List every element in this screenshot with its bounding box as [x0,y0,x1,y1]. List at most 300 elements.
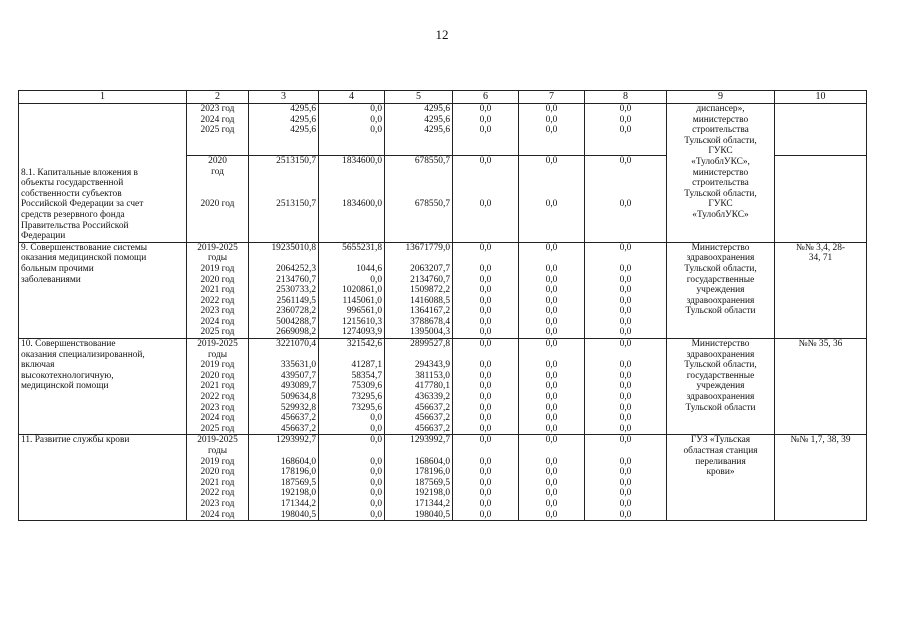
cell-line: 4295,6 [290,125,316,136]
cell-line: 0,0 [545,509,558,520]
cell-line [251,167,316,178]
cell-line: 2019-2025 [197,242,238,253]
cell-line: 0,0 [479,402,492,413]
cell-line: 0,0 [545,125,558,136]
cell-line: 0,0 [619,295,632,306]
table-cell-c9 [667,339,775,435]
cell-line: 2064252,3 [276,263,316,274]
page-number: 12 [435,27,449,42]
table-cell-c5 [385,339,453,435]
cell-line: строительства [692,178,749,189]
table-cell-c8 [585,156,667,242]
cell-line: строительства [692,125,749,136]
cell-line: 0,0 [619,467,632,478]
cell-line: 0,0 [479,488,492,499]
cell-line [455,188,516,199]
table-cell-c10 [775,339,867,435]
cell-line: 0,0 [619,242,632,253]
table-cell-c7 [519,104,585,156]
cell-line: собственности субъектов [21,188,122,199]
cell-line: 0,0 [619,498,632,509]
cell-line: 0,0 [545,104,558,114]
table-cell-c7 [519,339,585,435]
cell-line: 0,0 [479,316,492,327]
cell-line: 0,0 [479,360,492,371]
cell-line: 0,0 [545,413,558,424]
cell-line: 0,0 [619,327,632,338]
header-cell: 5 [385,91,453,104]
cell-line: 2530733,2 [276,285,316,296]
cell-line: 0,0 [479,435,492,446]
table-cell-c1 [19,435,187,521]
cell-line: 2561149,5 [276,295,316,306]
cell-line [587,167,664,178]
cell-line: здравоохранения [686,295,755,306]
cell-line: 0,0 [479,370,492,381]
cell-line: 1145061,0 [342,295,382,306]
table-cell-c2 [187,104,249,156]
cell-line: Федерации [21,231,66,242]
cell-line: 198040,5 [280,509,316,520]
cell-line: 0,0 [479,392,492,403]
cell-line [587,178,664,189]
cell-line: 0,0 [370,104,382,114]
cell-line: Тульской области [685,402,756,413]
cell-line [387,167,450,178]
cell-line: 1274093,9 [342,327,382,338]
cell-line: 0,0 [479,285,492,296]
cell-line: 0,0 [479,456,492,467]
cell-line: 2022 год [200,295,235,306]
cell-line [321,167,382,178]
cell-line: 0,0 [479,104,492,114]
cell-line [321,178,382,189]
cell-line: ГУКС [708,199,733,210]
cell-line: 0,0 [619,198,632,209]
cell-line: 456637,2 [280,423,316,434]
cell-line: 0,0 [619,263,632,274]
cell-line [521,350,582,361]
cell-line: 0,0 [545,370,558,381]
cell-line: 0,0 [545,263,558,274]
table-row [19,242,867,338]
cell-line: медицинской помощи [21,381,109,392]
cell-line: 0,0 [370,125,382,136]
cell-line: 0,0 [619,104,632,114]
cell-line: объекты государственной [21,178,124,189]
cell-line: 1834600,0 [342,198,382,209]
cell-line [587,446,664,457]
cell-line: 0,0 [545,467,558,478]
cell-line: 0,0 [479,306,492,317]
cell-line: министерство [692,114,749,125]
cell-line [251,188,316,199]
cell-line: диспансер», [696,104,745,114]
table-cell-c8 [585,242,667,338]
cell-line: 456637,2 [414,423,450,434]
cell-line: 2021 год [200,381,235,392]
cell-line [251,350,316,361]
cell-line [521,253,582,264]
table-cell-c7 [519,156,585,242]
cell-line: 2024 год [200,316,235,327]
cell-line [521,167,582,178]
table-cell-c9 [667,242,775,338]
cell-line: 0,0 [619,114,632,125]
cell-line: 0,0 [479,263,492,274]
cell-line: 2513150,7 [276,156,316,167]
cell-line: 1293992,7 [276,435,316,446]
cell-line: 0,0 [545,477,558,488]
cell-line: 0,0 [545,285,558,296]
table-cell-c4 [319,339,385,435]
cell-line [587,188,664,199]
cell-line: больным прочими [21,263,94,274]
cell-line: 0,0 [479,413,492,424]
cell-line: 1834600,0 [342,156,382,167]
cell-line: годы [207,446,228,456]
cell-line: 2024 год [200,413,235,424]
table-cell-c8 [585,435,667,521]
table-cell-c10 [775,435,867,521]
cell-line: 0,0 [370,477,382,488]
cell-line: 2020 год [200,274,235,285]
cell-line: здравоохранения [686,349,755,360]
cell-line: 0,0 [479,477,492,488]
cell-line: 0,0 [479,242,492,253]
table-cell-c9 [667,104,775,243]
table-cell-c9 [667,435,775,521]
table-cell-c7 [519,435,585,521]
cell-line: 509634,8 [280,392,316,403]
table-cell-c1 [19,242,187,338]
cell-line: 171344,2 [280,498,316,509]
cell-line [321,253,382,264]
cell-line: 0,0 [619,285,632,296]
cell-line: 2020 год [200,198,235,209]
cell-line: 1044,6 [356,263,382,274]
cell-line: 2022 год [200,392,235,403]
cell-line: «ТулоблУКС», [691,156,750,167]
cell-line: 456637,2 [414,402,450,413]
cell-line: Российской Федерации за счет [21,199,144,210]
cell-line: 0,0 [619,488,632,499]
cell-line: 0,0 [545,456,558,467]
cell-line: 34, 71 [808,253,833,264]
cell-line: 0,0 [619,370,632,381]
cell-line: 294343,9 [414,360,450,371]
table-cell-c5 [385,242,453,338]
cell-line: Тульской области, [684,360,757,371]
cell-line [321,350,382,361]
cell-line: 41287,1 [351,360,382,371]
cell-line: 0,0 [619,274,632,285]
cell-line [387,446,450,457]
cell-line: оказания медицинской помощи [21,253,147,264]
cell-line: 187569,5 [280,477,316,488]
cell-line: 10. Совершенствование [21,339,116,350]
cell-line: 493089,7 [280,381,316,392]
cell-line: 678550,7 [414,156,450,167]
cell-line: 0,0 [545,488,558,499]
table-cell-c6 [453,435,519,521]
cell-line: Тульской области [685,306,756,317]
table-cell-c6 [453,156,519,242]
table-cell-c4 [319,104,385,156]
cell-line: 75309,6 [351,381,382,392]
cell-line: 0,0 [479,381,492,392]
cell-line: 0,0 [479,498,492,509]
cell-line: 73295,6 [351,392,382,403]
cell-line: 171344,2 [414,498,450,509]
cell-line: Министерство [691,339,750,350]
cell-line: заболеваниями [21,274,81,285]
cell-line [251,446,316,457]
cell-line: 1395004,3 [410,327,450,338]
cell-line: 0,0 [479,327,492,338]
cell-line [587,253,664,264]
cell-line: 335631,0 [280,360,316,371]
cell-line [455,350,516,361]
cell-line: 2020 [208,156,227,167]
cell-line: 2023 год [200,104,235,114]
cell-line: 0,0 [479,339,492,350]
cell-line [189,178,246,189]
table-cell-c2 [187,339,249,435]
table-cell-c6 [453,104,519,156]
cell-line [387,188,450,199]
table-cell-c1 [19,339,187,435]
cell-line: 0,0 [545,156,558,167]
table-cell-c2 [187,242,249,338]
cell-line [521,446,582,457]
cell-line: 73295,6 [351,402,382,413]
cell-line: 2023 год [200,306,235,317]
table-cell-c10 [775,156,867,242]
header-cell: 7 [519,91,585,104]
cell-line: 4295,6 [424,104,450,114]
cell-line: 2063207,7 [410,263,450,274]
cell-line [387,350,450,361]
cell-line: 0,0 [545,360,558,371]
cell-line [189,188,246,199]
cell-line: учреждения [696,285,745,296]
cell-line: год [211,167,224,177]
cell-line: 456637,2 [414,413,450,424]
cell-line: 2899527,8 [410,339,450,350]
cell-line [387,178,450,189]
cell-line: 0,0 [619,413,632,424]
header-cell: 3 [249,91,319,104]
cell-line: 168604,0 [280,456,316,467]
cell-line [321,188,382,199]
table-row [19,339,867,435]
cell-line: 0,0 [619,423,632,434]
cell-line: 0,0 [370,456,382,467]
cell-line: 2025 год [200,423,235,434]
cell-line: 198040,5 [414,509,450,520]
cell-line: 0,0 [619,509,632,520]
table-cell-c10 [775,104,867,156]
cell-line: 1364167,2 [410,306,450,317]
cell-line: 19235010,8 [271,242,316,253]
cell-line: 3788678,4 [410,316,450,327]
cell-line: 5655231,8 [342,242,382,253]
table-cell-c3 [249,339,319,435]
table-cell-c3 [249,242,319,338]
cell-line: 0,0 [619,392,632,403]
cell-line: 0,0 [479,295,492,306]
cell-line: 0,0 [619,125,632,136]
table-cell-c2 [187,435,249,521]
cell-line: 2020 год [200,370,235,381]
cell-line: 436339,2 [414,392,450,403]
cell-line: 381153,0 [415,370,450,381]
table-cell-c1 [19,104,187,243]
table-cell-c4 [319,242,385,338]
cell-line: 0,0 [545,274,558,285]
cell-line: 0,0 [545,316,558,327]
table-cell-c4 [319,435,385,521]
header-cell: 1 [19,91,187,104]
cell-line: №№ 35, 36 [798,339,843,350]
cell-line: ГУКС [708,146,733,157]
cell-line: 0,0 [619,156,632,167]
cell-line: учреждения [696,381,745,392]
cell-line: переливания [695,456,746,467]
cell-line [521,188,582,199]
table-cell-c7 [519,242,585,338]
cell-line [251,178,316,189]
table-cell-c3 [249,104,319,156]
cell-line: 178196,0 [280,467,316,478]
cell-line: 0,0 [479,125,492,136]
cell-line: 3221070,4 [276,339,316,350]
table-cell-c6 [453,339,519,435]
table-cell-c5 [385,435,453,521]
cell-line: 2023 год [200,498,235,509]
cell-line: 8.1. Капитальные вложения в [21,167,138,178]
cell-line: 0,0 [545,295,558,306]
table-row [19,435,867,521]
cell-line: оказания специализированной, [21,349,145,360]
cell-line: 0,0 [479,114,492,125]
cell-line [321,446,382,457]
cell-line: 456637,2 [280,413,316,424]
cell-line [455,167,516,178]
cell-line: 0,0 [370,413,382,424]
cell-line: 2019 год [200,456,235,467]
cell-line: 0,0 [479,274,492,285]
cell-line: 2023 год [200,402,235,413]
cell-line: годы [207,349,228,360]
cell-line: 0,0 [370,423,382,434]
header-cell: 8 [585,91,667,104]
cell-line [521,178,582,189]
cell-line: 2669098,2 [276,327,316,338]
cell-line: 0,0 [545,327,558,338]
cell-line: 0,0 [619,477,632,488]
table-cell-c3 [249,435,319,521]
cell-line: 2019-2025 [197,339,238,350]
cell-line: 0,0 [619,306,632,317]
cell-line: 4295,6 [290,114,316,125]
cell-line: 1416088,5 [410,295,450,306]
header-cell: 9 [667,91,775,104]
cell-line: №№ 1,7, 38, 39 [790,435,851,446]
cell-line: 2021 год [200,285,235,296]
cell-line: 0,0 [545,114,558,125]
cell-line: 13671779,0 [405,242,450,253]
cell-line: 0,0 [370,509,382,520]
cell-line: 1293992,7 [410,435,450,446]
cell-line: 0,0 [619,381,632,392]
cell-line: 2021 год [200,477,235,488]
cell-line: Тульской области, [684,135,757,146]
cell-line: государственные [686,274,755,285]
cell-line: Министерство [691,242,750,253]
cell-line: высокотехнологичную, [21,370,114,381]
cell-line: 0,0 [479,198,492,209]
table-row [19,104,867,156]
cell-line: 0,0 [479,156,492,167]
cell-line [455,253,516,264]
cell-line: 58354,7 [351,370,382,381]
cell-line: Правительства Российской [21,220,129,231]
cell-line: 0,0 [619,456,632,467]
cell-line: 0,0 [370,114,382,125]
cell-line: 178196,0 [414,467,450,478]
cell-line: 0,0 [479,467,492,478]
cell-line: 0,0 [479,509,492,520]
table-cell-c8 [585,104,667,156]
header-cell: 2 [187,91,249,104]
cell-line: государственные [686,370,755,381]
cell-line: 0,0 [619,360,632,371]
cell-line: 168604,0 [414,456,450,467]
cell-line: 2019 год [200,360,235,371]
cell-line: 678550,7 [414,198,450,209]
cell-line: 4295,6 [290,104,316,114]
table-cell-c6 [453,242,519,338]
cell-line: 1509872,2 [410,285,450,296]
cell-line: 4295,6 [424,125,450,136]
cell-line: 2020 год [200,467,235,478]
cell-line: 2134760,7 [410,274,450,285]
cell-line: 1215610,3 [342,316,382,327]
cell-line: 2019-2025 [197,435,238,446]
budget-table [18,90,867,521]
cell-line [387,253,450,264]
table-cell-c5 [385,156,453,242]
header-row [19,91,867,104]
cell-line: 0,0 [370,274,382,285]
cell-line: 529932,8 [280,402,316,413]
cell-line: областная станция [683,446,758,456]
cell-line: включая [21,360,55,371]
cell-line: 2024 год [200,509,235,520]
cell-line: 0,0 [545,402,558,413]
cell-line: 0,0 [545,339,558,350]
cell-line: 0,0 [545,198,558,209]
cell-line: 187569,5 [414,477,450,488]
table-cell-c3 [249,156,319,242]
cell-line: 0,0 [545,435,558,446]
header-cell: 10 [775,91,867,104]
cell-line: годы [207,253,228,264]
cell-line: 2025 год [200,125,235,136]
cell-line: 2025 год [200,327,235,338]
